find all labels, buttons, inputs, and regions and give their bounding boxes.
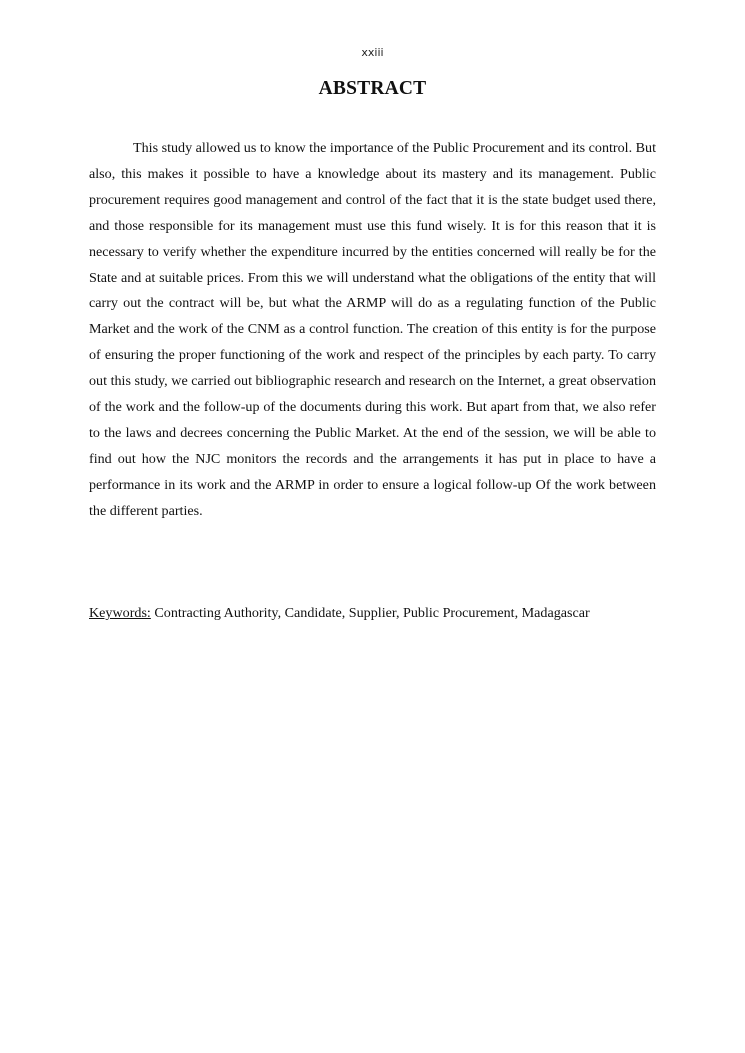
page-number: xxiii	[361, 46, 384, 59]
page-title: ABSTRACT	[318, 78, 427, 99]
keywords-line	[89, 601, 669, 626]
keywords-label: Keywords:	[89, 605, 151, 621]
keywords-text: Contracting Authority, Candidate, Supplier, Public Procurement, Madagascar	[154, 605, 590, 621]
abstract-body: This study allowed us to know the importance of the Public Procurement and its control. But also, this makes it possible to have a knowledge about its mastery and its management. Public procurement requires good management and control of the fact that it is the state budget used there, and those responsible for its management must use this fund wisely. It is for this reason that it is necessary to verify whether the expenditure incurred by the entities concerned will really be for the State and at suitable prices. From this we will understand what the obligations of the entity that will carry out the contract will be, but what the ARMP will do as a regulating function of the Public Market and the work of the CNM as a control function. The creation of this entity is for the purpose of ensuring the proper functioning of the work and respect of the principles by each party. To carry out this study, we carried out bibliographic research and research on the Internet, a great observation of the work and the follow-up of the documents during this work. But apart from that, we also refer to the laws and decrees concerning the Public Market. At the end of the session, we will be able to find out how the NJC monitors the records and the arrangements it has put in place to have a performance in its work and the ARMP in order to ensure a logical follow-up Of the work between the different parties.	[89, 140, 656, 519]
